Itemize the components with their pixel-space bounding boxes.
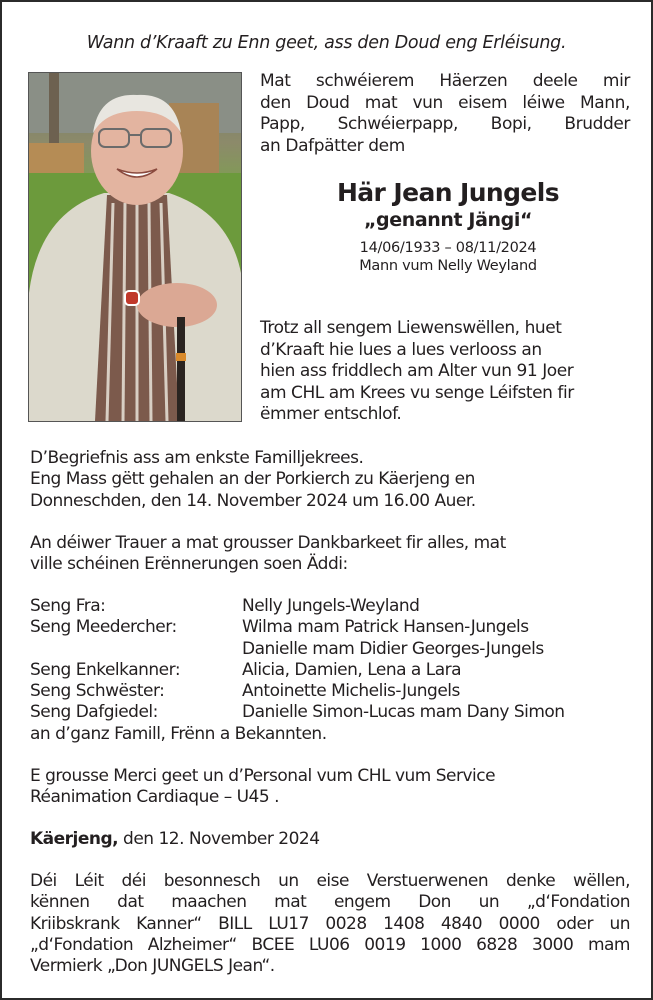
funeral-line: Eng Mass gëtt gehalen an der Porkierch zu Käerjeng en — [30, 469, 475, 490]
funeral-line: Donneschden, den 14. November 2024 um 16.00 Auer. — [30, 490, 476, 511]
intro-line: Mat schwéierem Häerzen deele mir — [260, 71, 630, 91]
family-relation: Seng Dafgiedel: — [30, 702, 158, 723]
deceased-nickname: „genannt Jängi“ — [363, 209, 533, 231]
donation-paragraph — [30, 871, 630, 977]
intro-line: Papp, Schwéierpapp, Bopi, Brudder — [260, 114, 630, 134]
funeral-line: D’Begriefnis ass am enkste Familljekrees. — [30, 448, 364, 468]
family-row — [30, 596, 565, 617]
family-relation: Seng Fra: — [30, 596, 106, 616]
family-names: Wilma mam Patrick Hansen-Jungels — [242, 617, 529, 638]
family-row — [30, 702, 565, 723]
family-relation — [30, 639, 242, 660]
family-row — [30, 639, 565, 660]
family-relation: Seng Enkelkanner: — [30, 659, 181, 680]
merci-line: Réanimation Cardiaque – U45 . — [30, 787, 279, 808]
family-names: Antoinette Michelis-Jungels — [242, 681, 460, 702]
thanks-line: An déiwer Trauer a mat grousser Dankbarkeet fir alles, mat — [30, 533, 506, 553]
cane-band — [176, 353, 186, 361]
deceased-name: Här Jean Jungels — [336, 178, 560, 207]
merci-line: E grousse Merci geet un d’Personal vum CHL vum Service — [30, 766, 496, 786]
portrait-photo — [28, 72, 242, 422]
watch-icon — [125, 291, 139, 305]
family-names: Danielle mam Didier Georges-Jungels — [242, 638, 544, 659]
family-names: Nelly Jungels-Weyland — [242, 596, 420, 616]
family-relation: Seng Schwëster: — [30, 681, 165, 702]
place-town: Käerjeng, — [30, 829, 119, 849]
portrait-illustration — [29, 73, 241, 421]
family-names: Danielle Simon-Lucas mam Dany Simon — [242, 702, 565, 723]
family-closing: an d’ganz Famill, Frënn a Bekannten. — [30, 723, 327, 744]
family-row — [30, 681, 565, 702]
intro-line: den Doud mat vun eisem léiwe Mann, — [260, 92, 630, 113]
walking-cane — [177, 317, 185, 421]
donation-line: kënnen dat maachen mat engem Don un „d‘Fondation — [30, 892, 630, 913]
deceased-spouse: Mann vum Nelly Weyland — [359, 258, 537, 274]
family-row — [30, 660, 565, 681]
merci-paragraph — [30, 766, 630, 809]
place-date: den 12. November 2024 — [118, 829, 320, 849]
passing-line: am CHL am Krees vu senge Léifsten fir — [260, 382, 574, 403]
family-relation: Seng Meedercher: — [30, 617, 177, 638]
donation-line: „d‘Fondation Alzheimer“ BCEE LU06 0019 1000 6828 3000 mam — [30, 934, 630, 955]
donation-line: Vermierk „Don JUNGELS Jean“. — [30, 956, 275, 977]
thanks-line: ville schéinen Erënnerungen soen Äddi: — [30, 554, 348, 575]
deceased-info — [252, 178, 652, 275]
passing-paragraph — [260, 318, 630, 426]
deceased-dates: 14/06/1933 – 08/11/2024 — [359, 240, 537, 256]
donation-line: Déi Léit déi besonnesch un eise Verstuerwenen denke wëllen, — [30, 871, 630, 891]
intro-line: an Dafpätter dem — [260, 135, 405, 156]
family-names: Alicia, Damien, Lena a Lara — [242, 659, 462, 680]
passing-line: Trotz all sengem Liewenswëllen, huet — [260, 318, 562, 338]
passing-line: hien ass friddlech am Alter vun 91 Joer — [260, 361, 574, 381]
family-list — [30, 596, 630, 745]
thanks-paragraph — [30, 533, 630, 576]
passing-line: ëmmer entschlof. — [260, 404, 402, 424]
family-row — [30, 617, 565, 638]
donation-line: Kriibskrank Kanner“ BILL LU17 0028 1408 4840 0000 oder un — [30, 913, 630, 934]
place-date-line — [30, 829, 630, 850]
intro-paragraph — [260, 71, 630, 157]
funeral-paragraph — [30, 448, 630, 512]
family-table — [30, 596, 565, 724]
motto-quote: Wann d’Kraaft zu Enn geet, ass den Doud eng Erléisung. — [86, 33, 567, 53]
passing-line: d’Kraaft hie lues a lues verlooss an — [260, 339, 542, 360]
